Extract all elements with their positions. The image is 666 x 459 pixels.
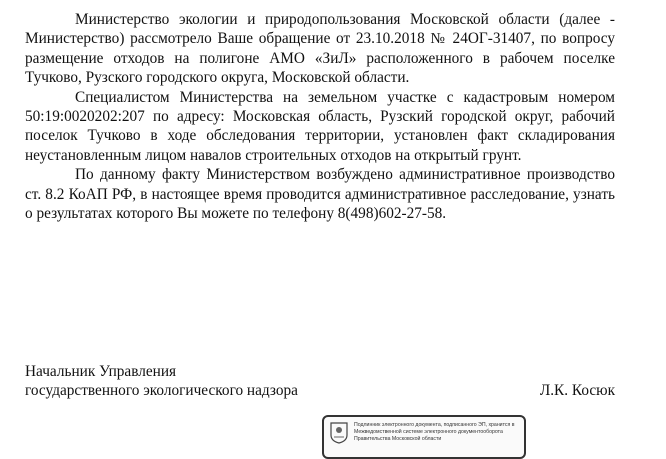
signer-title-line2: государственного экологического надзора	[25, 382, 298, 400]
electronic-signature-stamp	[322, 415, 526, 459]
paragraph-appeal: Министерство экологии и природопользования Московской области (далее - Министерство) рассмотрело Ваше обращение от 23.10.2018 № 24ОГ-31407, по вопросу размещение отходов на полигоне АМО «ЗиЛ» расположенного в рабочем поселке Тучково, Рузского городского округа, Московской области.	[25, 11, 615, 87]
paragraph-inspection: Специалистом Министерства на земельном участке с кадастровым номером 50:19:0020202:207 по адресу: Московская область, Рузский городской округ, рабочий поселок Тучково в ходе обследования территории, установлен факт складирования неустановленным лицом навалов строительных отходов на открытый грунт.	[25, 88, 615, 164]
moscow-region-emblem-icon	[330, 422, 348, 444]
signer-name: Л.К. Косюк	[539, 382, 615, 400]
signature-block	[25, 362, 615, 401]
paragraph-proceedings: По данному факту Министерством возбуждено административное производство ст. 8.2 КоАП РФ, в настоящее время проводится административное расследование, узнать о результатах которого Вы можете по телефону 8(498)602-27-58.	[25, 166, 615, 223]
signer-title-line1: Начальник Управления	[25, 363, 177, 380]
signer-title-row	[25, 381, 615, 400]
letter-body	[25, 10, 615, 223]
stamp-text: Подлинник электронного документа, подписанного ЭП, хранится в Межведомственной системе электронного документооборота Правительства Московской области	[354, 422, 515, 442]
